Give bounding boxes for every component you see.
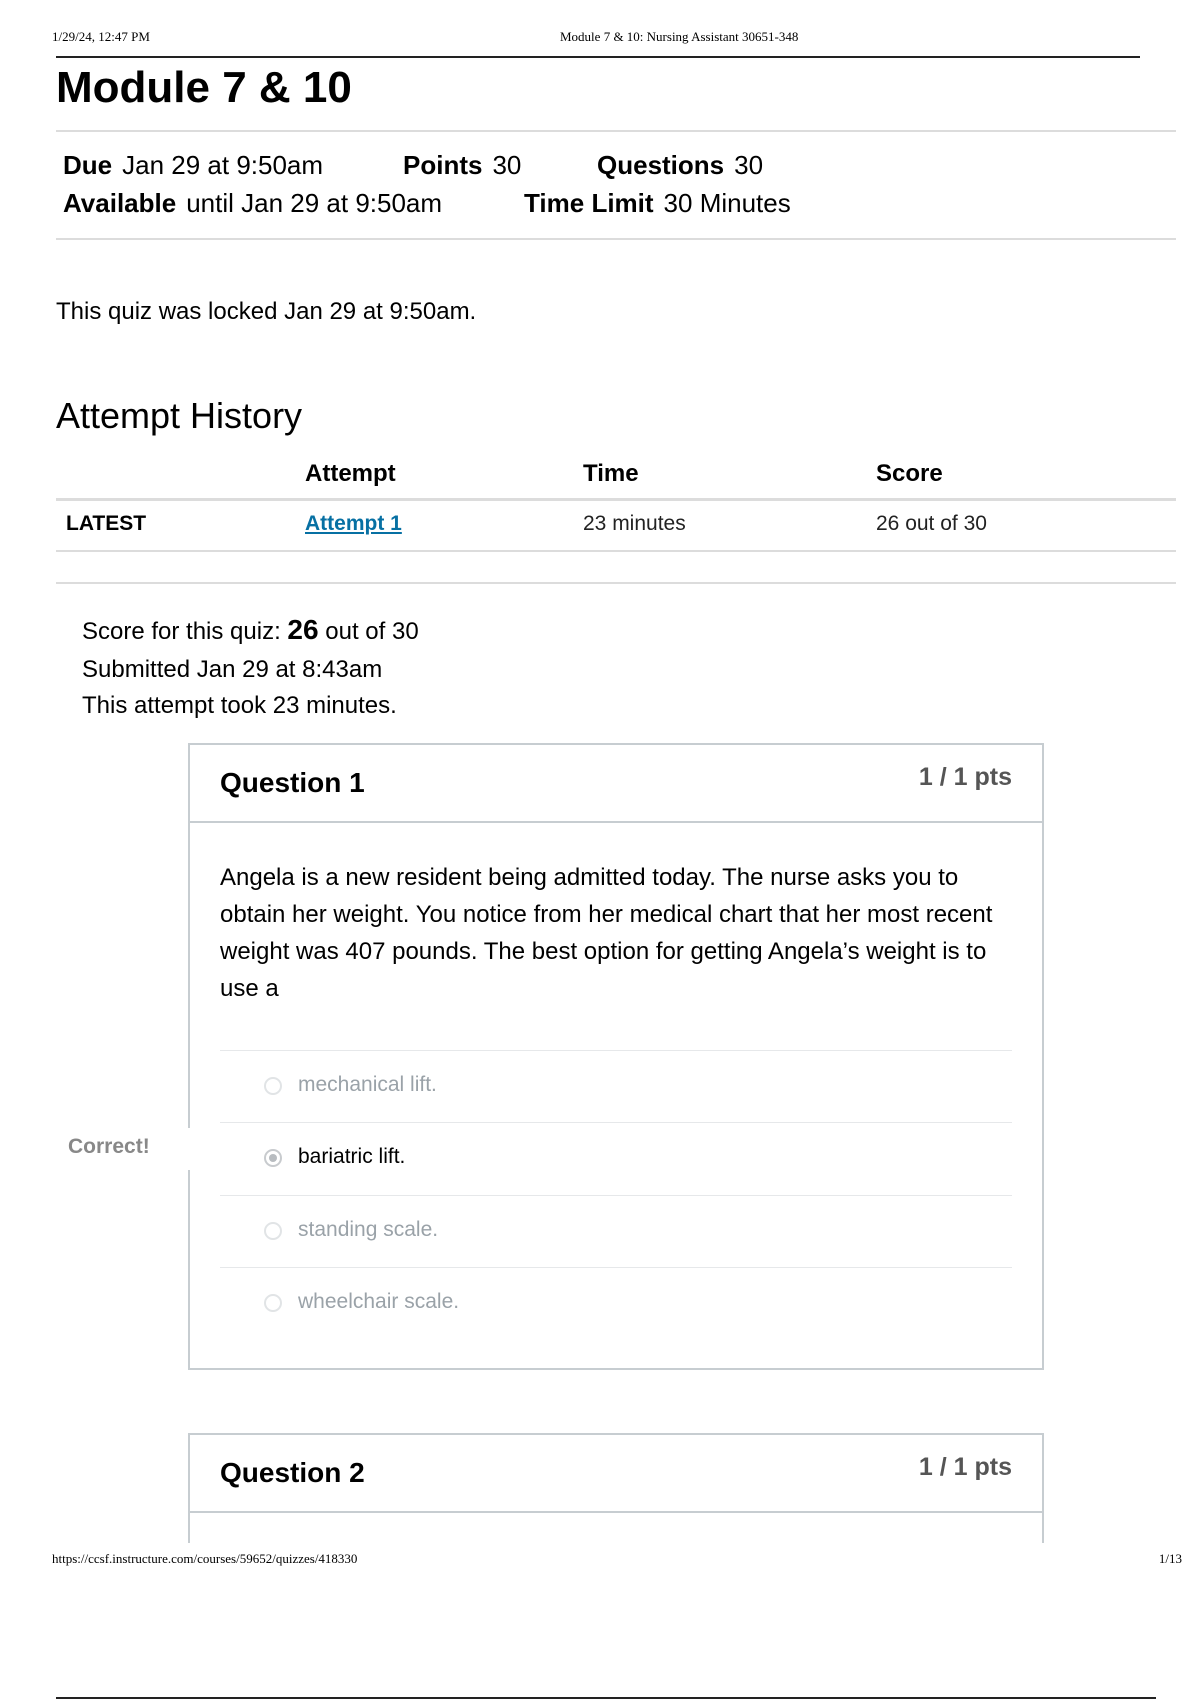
questions-label: Questions (597, 150, 725, 180)
answer-label: bariatric lift. (298, 1145, 406, 1168)
latest-tag: LATEST (66, 512, 147, 535)
radio-button[interactable] (264, 1294, 282, 1312)
correct-answer-flag: Correct! (68, 1135, 150, 1158)
available-label: Available (63, 188, 177, 218)
print-url: https://ccsf.instructure.com/courses/59652/quizzes/418330 (52, 1551, 358, 1566)
time-limit-label: Time Limit (524, 188, 654, 218)
answer-label: standing scale. (298, 1218, 439, 1241)
available-value: until Jan 29 at 9:50am (186, 188, 443, 218)
answer-option[interactable] (220, 1050, 1012, 1123)
answer-label: wheelchair scale. (298, 1290, 460, 1313)
question-title: Question 2 (220, 1457, 365, 1488)
locked-notice: This quiz was locked Jan 29 at 9:50am. (56, 298, 477, 325)
question-points: 1 / 1 pts (918, 1453, 1012, 1481)
column-header-time: Time (583, 460, 639, 487)
available-info (63, 188, 442, 219)
score-cell: 26 out of 30 (876, 512, 987, 535)
page-title: Module 7 & 10 (56, 63, 352, 112)
answer-label: mechanical lift. (298, 1073, 437, 1096)
time-limit-value: 30 Minutes (663, 188, 791, 218)
radio-button[interactable] (264, 1077, 282, 1095)
answer-option[interactable] (220, 1195, 1012, 1268)
due-info (63, 150, 323, 181)
points-label: Points (403, 150, 483, 180)
feedback-notch (188, 1128, 190, 1170)
score-prefix: Score for this quiz: (82, 618, 281, 645)
header-rule (56, 56, 1140, 58)
question-points: 1 / 1 pts (918, 763, 1012, 791)
radio-button-selected[interactable] (264, 1149, 282, 1167)
points-value: 30 (492, 150, 522, 180)
due-value: Jan 29 at 9:50am (122, 150, 324, 180)
radio-button[interactable] (264, 1222, 282, 1240)
column-header-attempt: Attempt (305, 460, 396, 487)
divider (56, 130, 1176, 132)
question-header (190, 745, 1042, 823)
attempt-1-link[interactable]: Attempt 1 (305, 512, 402, 535)
questions-info (597, 150, 763, 181)
print-doc-title: Module 7 & 10: Nursing Assistant 30651-348 (560, 29, 799, 44)
table-header-rule (56, 498, 1176, 501)
next-page-rule (56, 1697, 1156, 1699)
questions-value: 30 (734, 150, 764, 180)
table-row-rule (56, 550, 1176, 552)
score-summary (82, 614, 419, 646)
question-card (188, 743, 1044, 1370)
column-header-score: Score (876, 460, 943, 487)
question-title: Question 1 (220, 767, 365, 798)
question-header (190, 1435, 1042, 1513)
due-label: Due (63, 150, 113, 180)
attempt-history-heading: Attempt History (56, 395, 303, 436)
submitted-text: Submitted Jan 29 at 8:43am (82, 656, 383, 683)
divider (56, 238, 1176, 240)
print-datetime: 1/29/24, 12:47 PM (52, 29, 150, 44)
score-value: 26 (287, 614, 319, 645)
time-cell: 23 minutes (583, 512, 686, 535)
answer-option[interactable] (220, 1122, 1012, 1195)
score-suffix: out of 30 (325, 618, 419, 645)
points-info (403, 150, 521, 181)
divider (56, 582, 1176, 584)
print-page-number: 1/13 (1158, 1551, 1182, 1566)
time-limit-info (524, 188, 791, 219)
attempt-cell (305, 512, 402, 536)
question-text: Angela is a new resident being admitted today. The nurse asks you to obtain her weight. You notice from her medical chart that her most recent weight was 407 pounds. The best option for getting Angela’s weight is to use a (220, 864, 993, 1002)
answer-option[interactable] (220, 1267, 1012, 1340)
duration-text: This attempt took 23 minutes. (82, 692, 397, 719)
question-card (188, 1433, 1044, 1543)
